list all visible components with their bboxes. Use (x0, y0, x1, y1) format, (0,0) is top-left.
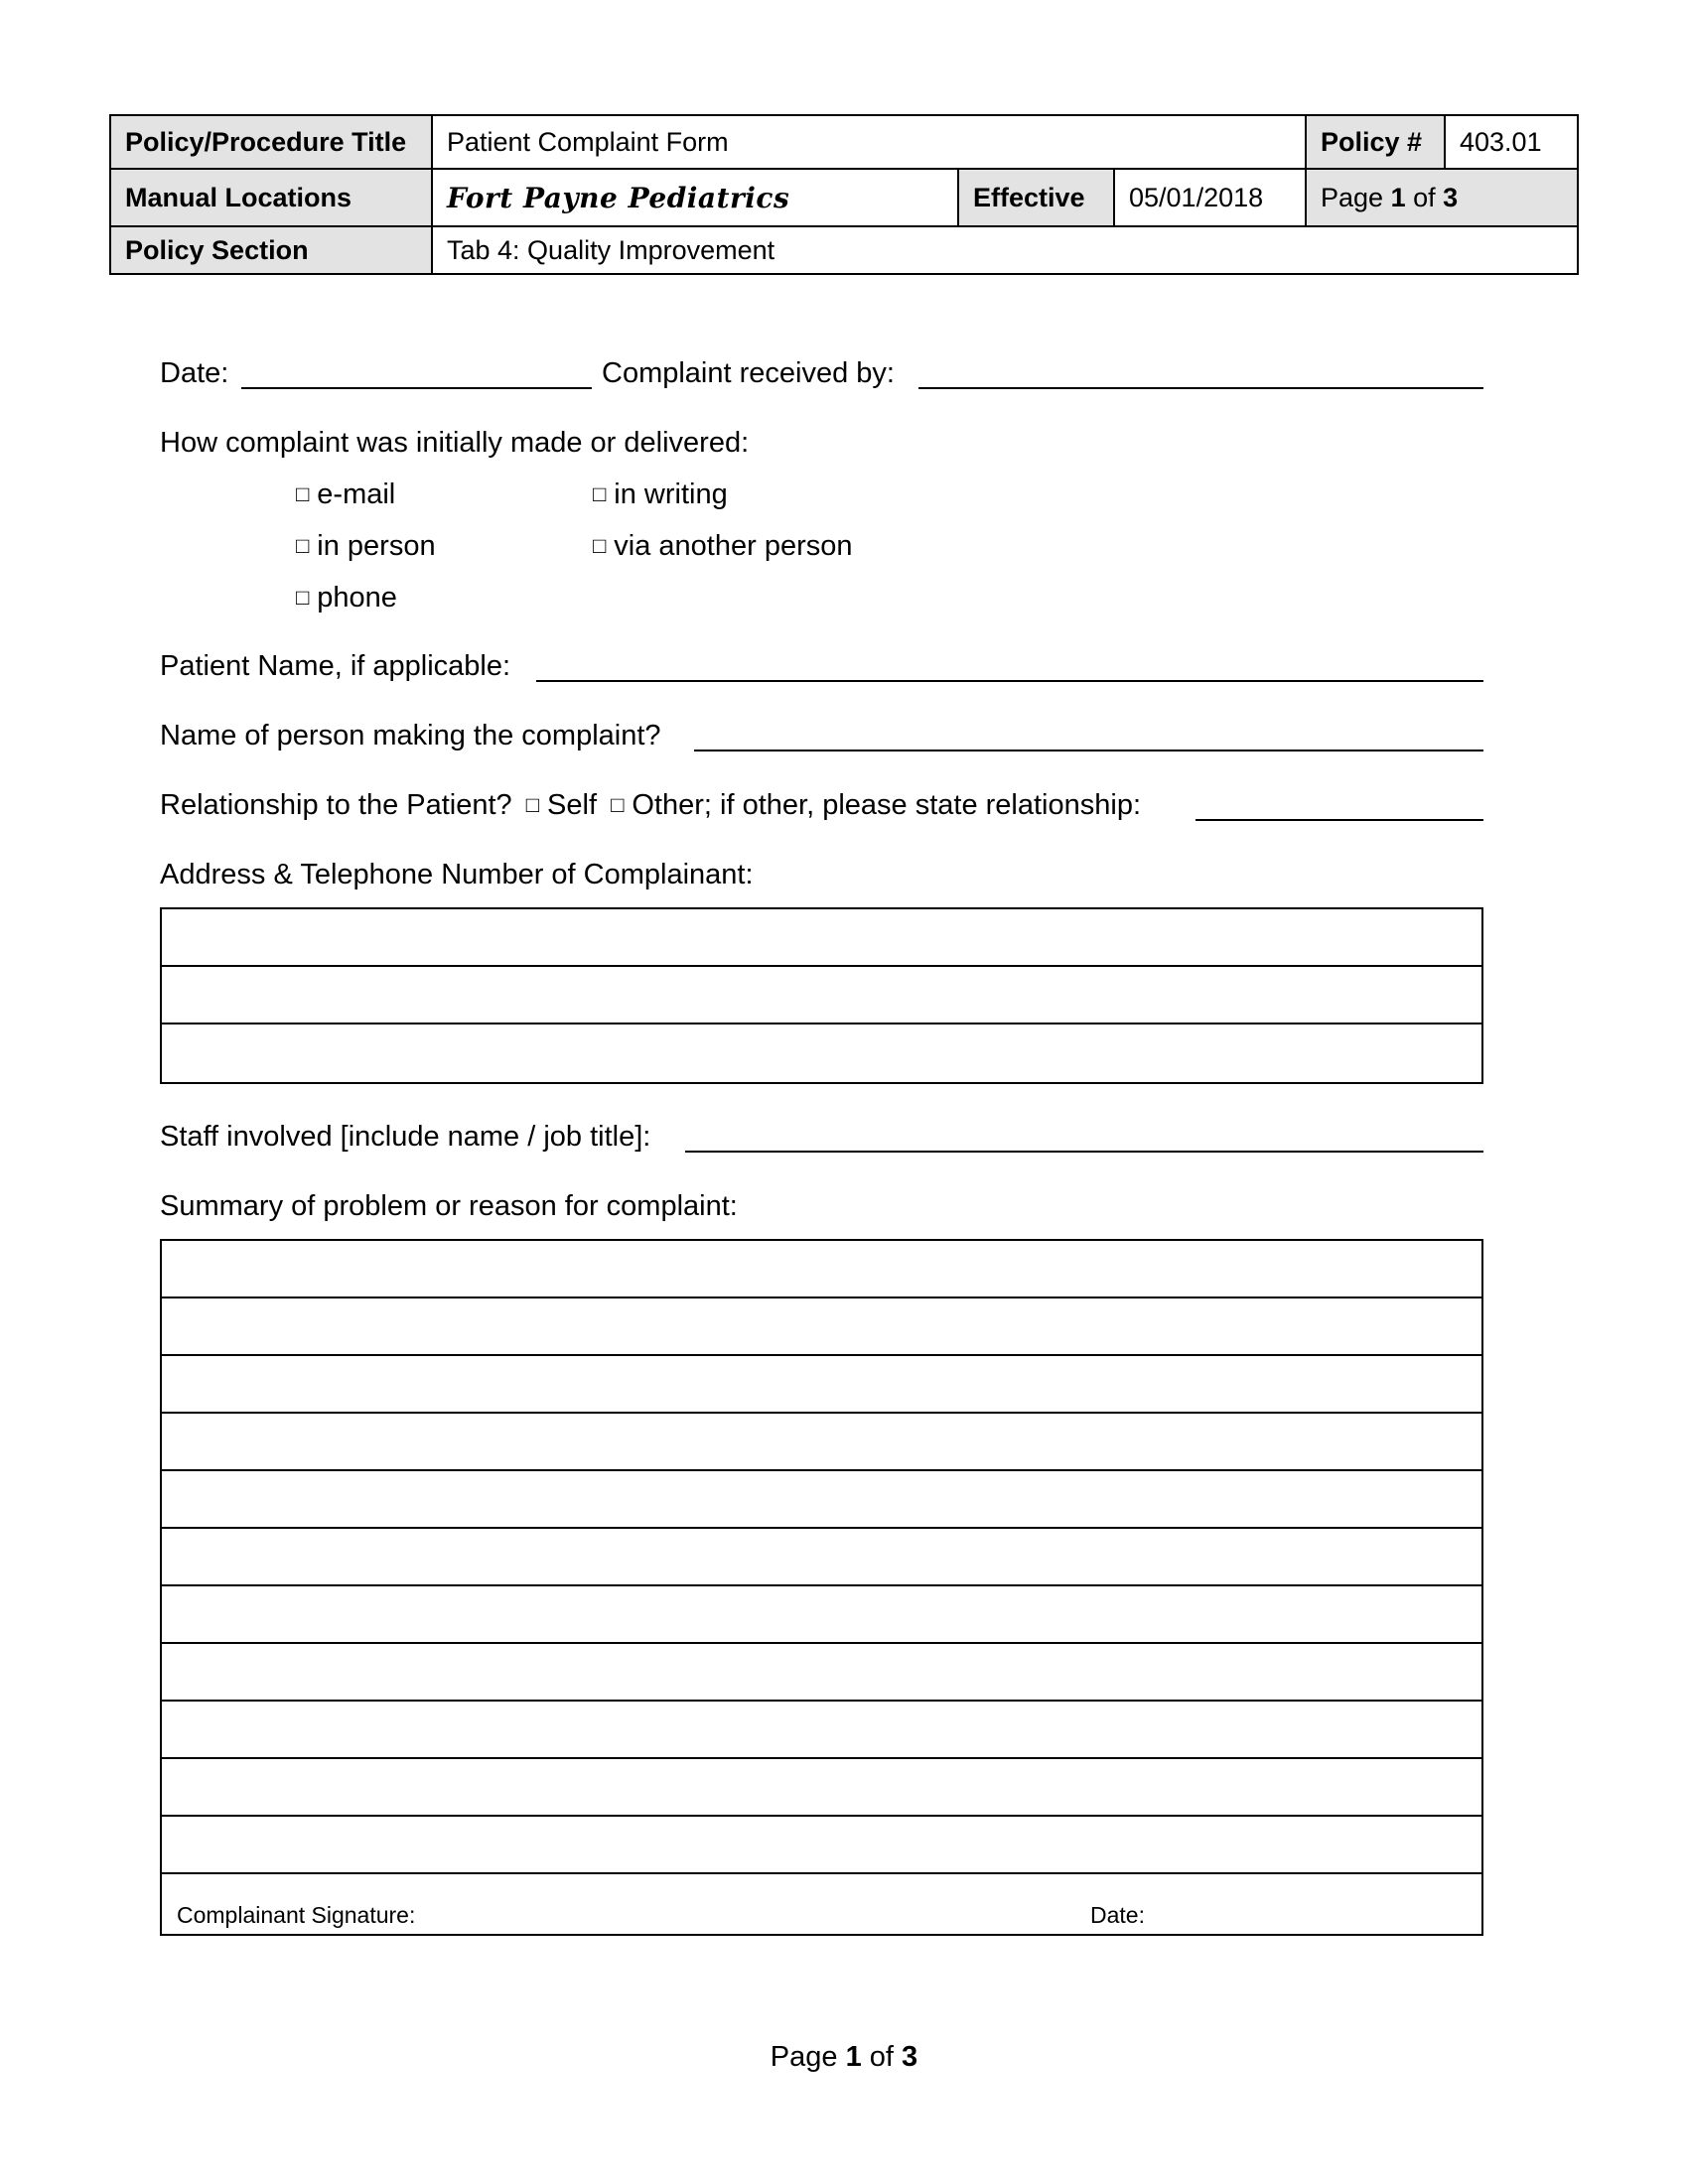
option-in-writing-label: in writing (614, 478, 728, 510)
summary-line-field[interactable] (162, 1702, 1481, 1759)
footer-page-current: 1 (845, 2041, 862, 2073)
checkbox-icon[interactable]: □ (593, 533, 607, 558)
policy-number-value: 403.01 (1446, 116, 1577, 170)
header-page-indicator (1307, 170, 1577, 227)
complainant-signature-label: Complainant Signature: (177, 1902, 416, 1928)
summary-line-field[interactable] (162, 1471, 1481, 1529)
relationship-self-label: Self (547, 789, 598, 821)
option-phone-label: phone (317, 582, 397, 614)
relationship-label: Relationship to the Patient? (160, 789, 512, 821)
relationship-row (160, 789, 1141, 822)
option-phone[interactable] (296, 582, 397, 614)
address-line-field[interactable] (162, 909, 1481, 967)
footer-page-prefix: Page (770, 2041, 846, 2073)
option-email[interactable] (296, 478, 395, 511)
complainant-name-field[interactable] (694, 750, 1483, 751)
footer-page-total: 3 (902, 2041, 918, 2073)
patient-name-label: Patient Name, if applicable: (160, 650, 511, 682)
date-field[interactable] (241, 387, 592, 389)
effective-label: Effective (959, 170, 1115, 227)
header-page-of: of (1405, 182, 1444, 212)
summary-line-field[interactable] (162, 1529, 1481, 1586)
staff-involved-label: Staff involved [include name / job title]: (160, 1121, 651, 1153)
checkbox-icon[interactable]: □ (296, 533, 310, 558)
relationship-other-label: Other; if other, please state relationship: (632, 789, 1142, 821)
header-page-total: 3 (1443, 182, 1459, 212)
summary-line-field[interactable] (162, 1586, 1481, 1644)
address-line-field[interactable] (162, 1024, 1481, 1082)
summary-line-field[interactable] (162, 1356, 1481, 1414)
date-label: Date: (160, 357, 229, 389)
checkbox-icon[interactable]: □ (593, 481, 607, 506)
received-by-field[interactable] (918, 387, 1483, 389)
address-line-field[interactable] (162, 967, 1481, 1024)
policy-section-label: Policy Section (111, 227, 433, 273)
policy-title-value: Patient Complaint Form (433, 116, 1307, 170)
option-in-person-label: in person (317, 530, 436, 562)
option-email-label: e-mail (317, 478, 396, 510)
policy-section-value: Tab 4: Quality Improvement (447, 234, 775, 265)
summary-line-field[interactable] (162, 1644, 1481, 1702)
summary-grid (160, 1239, 1483, 1936)
page-footer (0, 2041, 1688, 2074)
checkbox-icon[interactable]: □ (611, 792, 625, 817)
summary-line-field[interactable] (162, 1241, 1481, 1298)
checkbox-icon[interactable]: □ (296, 481, 310, 506)
complainant-name-label: Name of person making the complaint? (160, 720, 661, 751)
policy-number-label: Policy # (1307, 116, 1446, 170)
checkbox-icon[interactable]: □ (525, 792, 540, 817)
policy-header-table (109, 114, 1579, 275)
header-page-prefix: Page (1321, 182, 1391, 212)
header-page-current: 1 (1390, 182, 1406, 212)
option-in-writing[interactable] (593, 478, 728, 511)
summary-line-field[interactable] (162, 1298, 1481, 1356)
patient-name-field[interactable] (536, 680, 1483, 682)
effective-date-value: 05/01/2018 (1115, 170, 1307, 227)
address-phone-label: Address & Telephone Number of Complainant: (160, 859, 754, 890)
address-phone-grid (160, 907, 1483, 1084)
manual-locations-value: Fort Payne Pediatrics (433, 170, 959, 227)
delivery-method-label: How complaint was initially made or delivered: (160, 427, 750, 459)
relationship-other-field[interactable] (1196, 819, 1483, 821)
manual-locations-label: Manual Locations (111, 170, 433, 227)
received-by-label: Complaint received by: (602, 357, 895, 389)
summary-line-field[interactable] (162, 1414, 1481, 1471)
checkbox-icon[interactable]: □ (296, 585, 310, 610)
summary-line-field[interactable] (162, 1817, 1481, 1874)
option-via-another-person[interactable] (593, 530, 853, 563)
signature-date-label: Date: (1090, 1902, 1145, 1928)
summary-line-field[interactable] (162, 1759, 1481, 1817)
policy-title-label: Policy/Procedure Title (111, 116, 433, 170)
signature-row[interactable] (162, 1874, 1481, 1932)
staff-involved-field[interactable] (685, 1151, 1483, 1153)
option-in-person[interactable] (296, 530, 436, 563)
footer-page-of: of (861, 2041, 903, 2073)
option-via-another-person-label: via another person (614, 530, 853, 562)
summary-label: Summary of problem or reason for complaint: (160, 1190, 738, 1222)
